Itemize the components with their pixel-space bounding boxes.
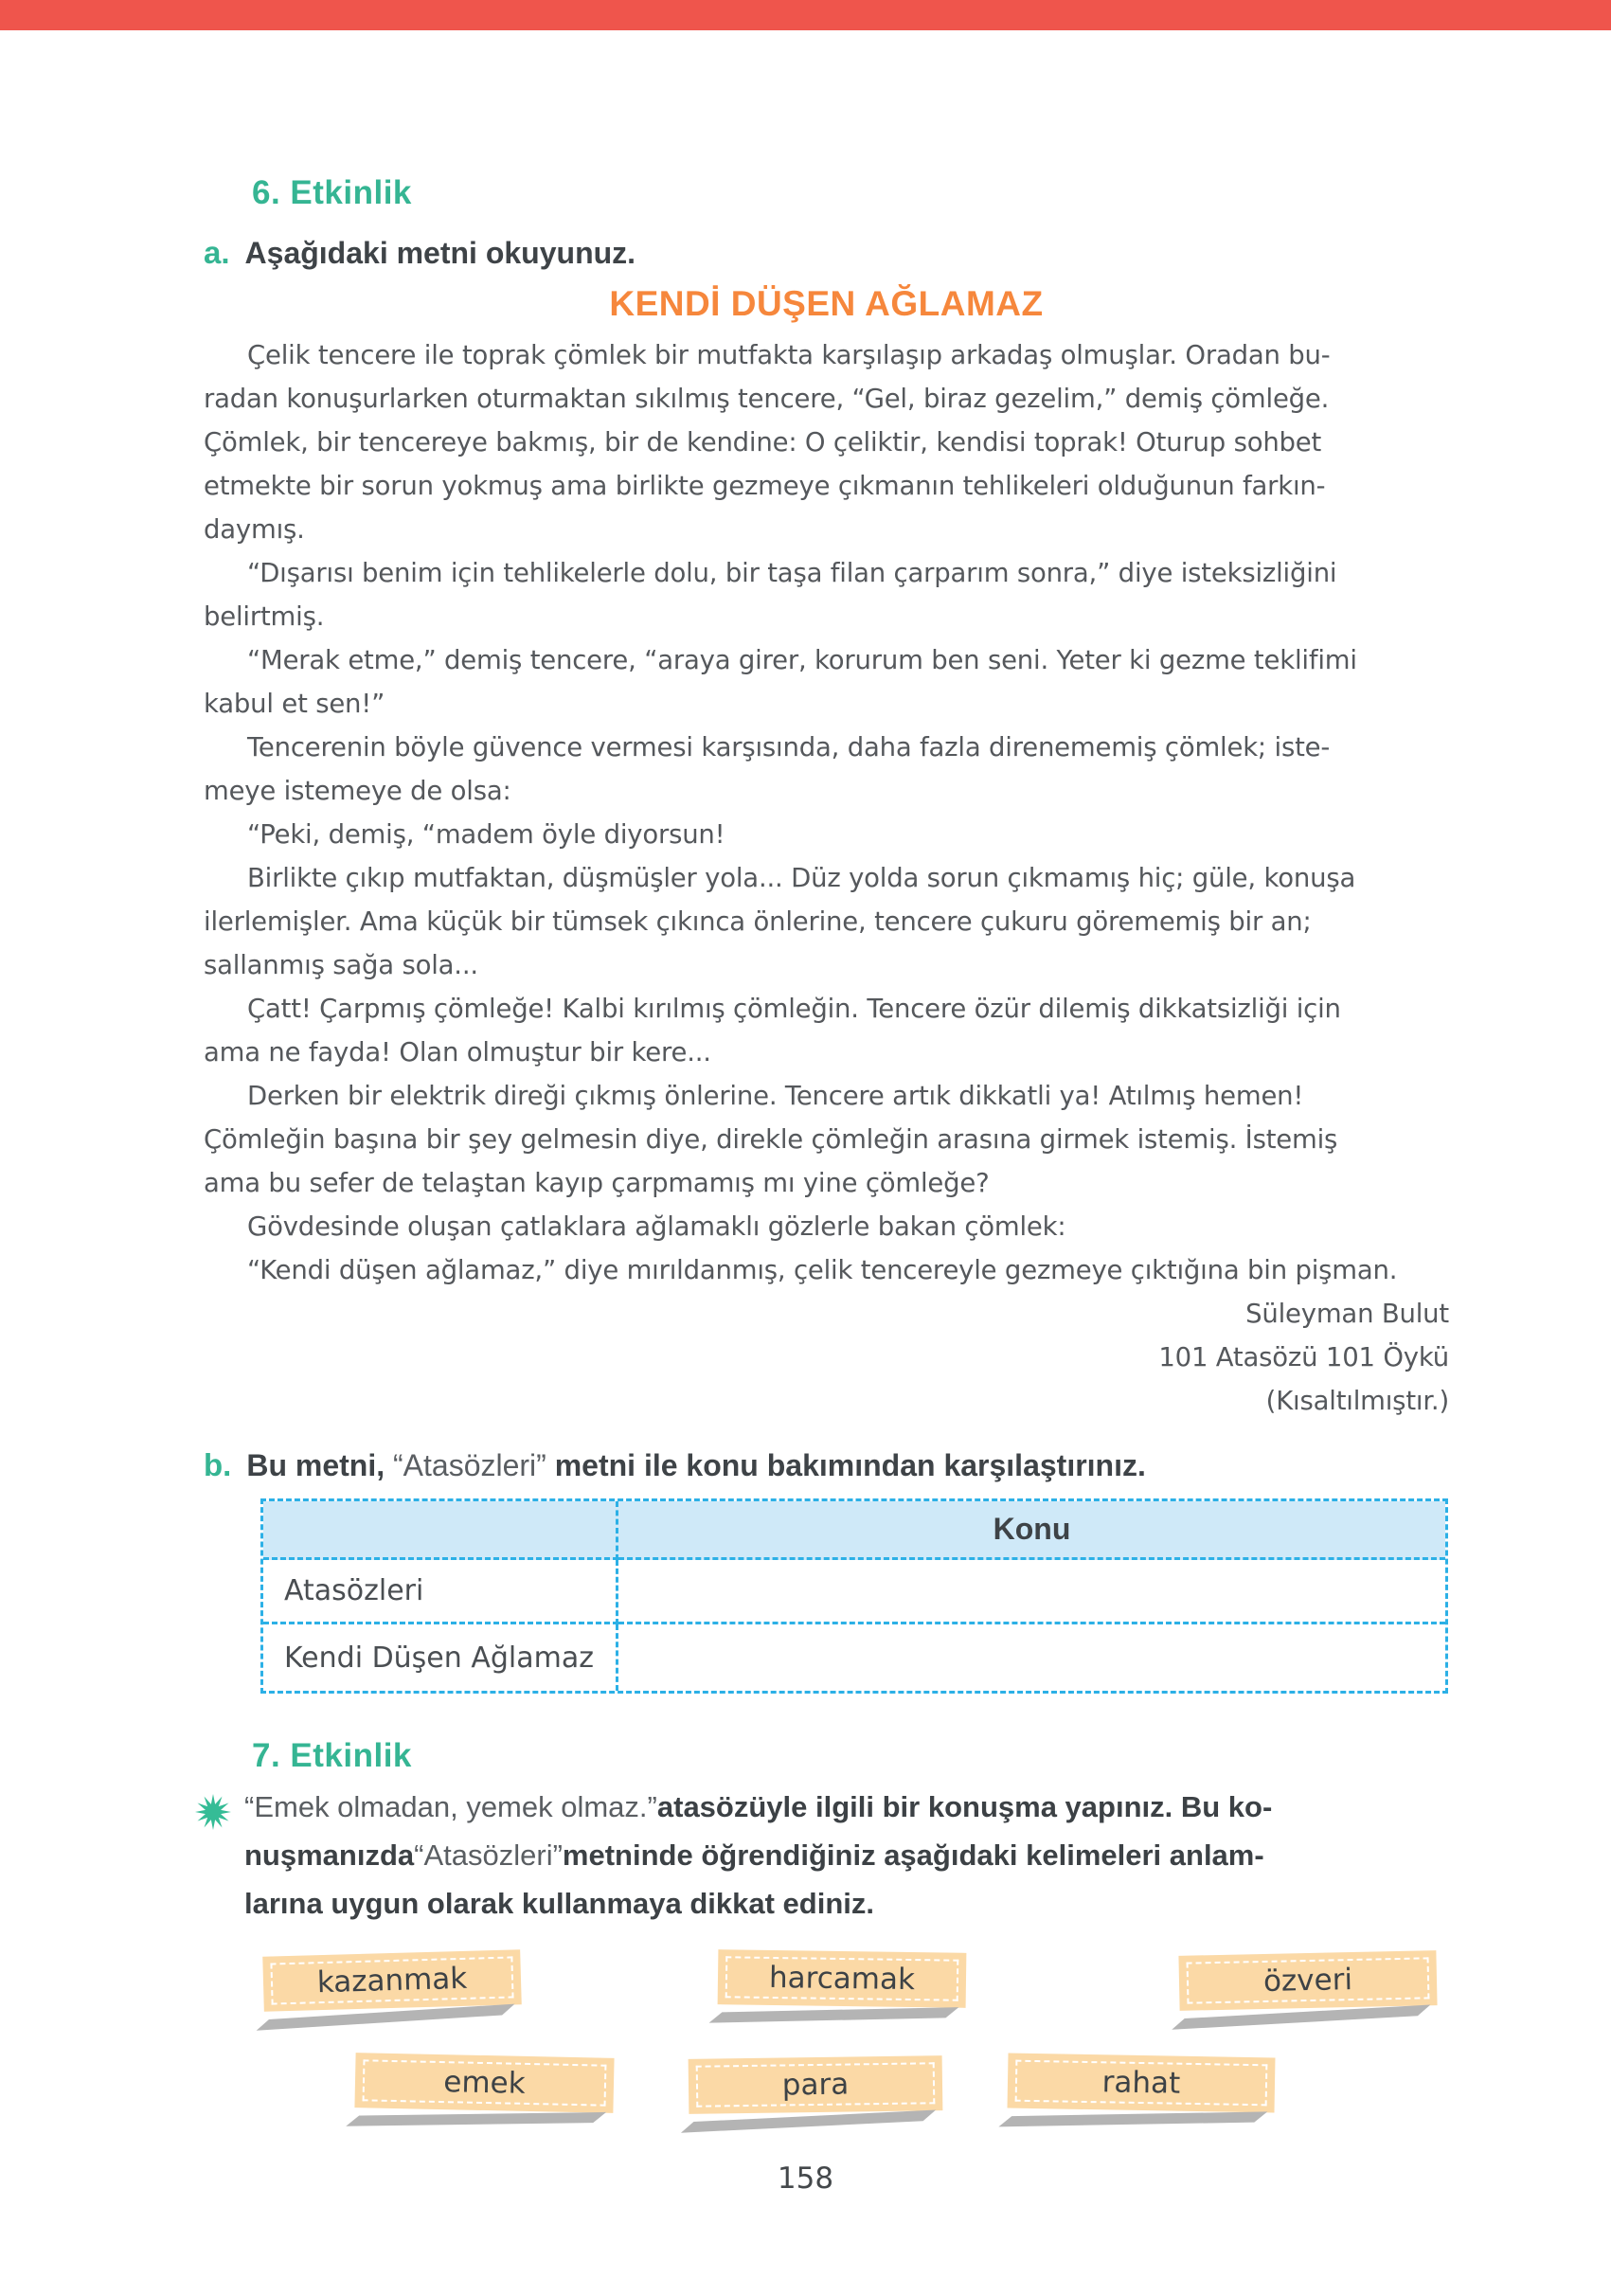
instruction-bold-1: atasözüyle ilgili bir konuşma yapınız. Bu ko- <box>656 1790 1273 1823</box>
item-a-instruction: Aşağıdaki metni okuyunuz. <box>244 236 636 270</box>
story-line: belirtmiş. <box>204 601 325 632</box>
table-header-empty-cell <box>263 1501 618 1560</box>
word-card-ozveri: özveri <box>1178 1950 1437 2011</box>
word-card-rahat: rahat <box>1008 2054 1276 2113</box>
item-a-letter: a. <box>204 235 230 270</box>
word-card-harcamak: harcamak <box>718 1949 967 2008</box>
story-line: meye istemeye de olsa: <box>204 776 511 806</box>
item-a-line <box>204 235 635 271</box>
story-line: “Kendi düşen ağlamaz,” diye mırıldanmış, çelik tencereyle gezmeye çıktığına bin pişman. <box>247 1255 1398 1285</box>
story-line: Birlikte çıkıp mutfaktan, düşmüşler yola... Düz yolda sorun çıkmamış hiç; güle, konuşa <box>247 863 1356 893</box>
story-line: Çelik tencere ile toprak çömlek bir mutfakta karşılaşıp arkadaş olmuşlar. Oradan bu- <box>247 340 1331 370</box>
starburst-bullet-icon <box>195 1794 231 1830</box>
story-line: ama bu sefer de telaştan kayıp çarpmamış mı yine çömleğe? <box>204 1168 990 1198</box>
story-line: “Merak etme,” demiş tencere, “araya girer, korurum ben seni. Yeter ki gezme teklifimi <box>247 645 1357 675</box>
story-line: Çatt! Çarpmış çömleğe! Kalbi kırılmış çömleğin. Tencere özür dilemiş dikkatsizliği için <box>247 994 1341 1024</box>
table-row-label-kendi-dusen: Kendi Düşen Ağlamaz <box>263 1624 618 1691</box>
activity-6-heading: 6. Etkinlik <box>252 174 412 211</box>
comparison-table <box>260 1498 1448 1694</box>
story-line: kabul et sen!” <box>204 689 385 719</box>
story-line: “Peki, demiş, “madem öyle diyorsun! <box>247 819 725 850</box>
activity-7-instruction-line-2 <box>244 1835 1457 1876</box>
table-answer-cell-kendi-dusen[interactable] <box>618 1624 1445 1691</box>
story-line: “Dışarısı benim için tehlikelerle dolu, bir taşa filan çarparım sonra,” diye isteksizliğini <box>247 558 1337 588</box>
story-line: Tencerenin böyle güvence vermesi karşısında, daha fazla direnememiş çömlek; iste- <box>247 732 1331 762</box>
story-source: 101 Atasözü 101 Öykü <box>1158 1342 1449 1372</box>
instruction-bold-4: larına uygun olarak kullanmaya dikkat ediniz. <box>244 1887 875 1920</box>
activity-7-instruction-line-3 <box>244 1883 1457 1925</box>
item-b-bold2: metni ile konu bakımından karşılaştırınız. <box>546 1448 1146 1482</box>
table-answer-cell-atasozleri[interactable] <box>618 1560 1445 1624</box>
word-card-emek: emek <box>354 2053 614 2113</box>
proverb-quote: “Emek olmadan, yemek olmaz.” <box>244 1790 657 1823</box>
top-color-bar <box>0 0 1611 30</box>
story-line: etmekte bir sorun yokmuş ama birlikte gezmeye çıkmanın tehlikeleri olduğunun farkın- <box>204 471 1326 501</box>
activity-7-instruction-line-1 <box>244 1786 1457 1828</box>
word-card-kazanmak: kazanmak <box>262 1949 522 2012</box>
item-b-bold1: Bu metni, <box>246 1448 393 1482</box>
text-title-quote: “Atasözleri” <box>414 1839 563 1872</box>
story-line: ama ne fayda! Olan olmuştur bir kere... <box>204 1037 711 1067</box>
page-number: 158 <box>777 2161 834 2196</box>
item-b-letter: b. <box>204 1447 232 1482</box>
story-line: Gövdesinde oluşan çatlaklara ağlamaklı gözlerle bakan çömlek: <box>247 1211 1066 1242</box>
story-line: ilerlemişler. Ama küçük bir tümsek çıkınca önlerine, tencere çukuru görememiş bir an; <box>204 906 1312 937</box>
item-b-quoted-title: “Atasözleri” <box>393 1448 546 1482</box>
instruction-bold-3: metninde öğrendiğiniz aşağıdaki kelimeleri anlam- <box>562 1839 1264 1872</box>
story-author: Süleyman Bulut <box>1245 1299 1449 1329</box>
story-line: Çömlek, bir tencereye bakmış, bir de kendine: O çeliktir, kendisi toprak! Oturup sohbet <box>204 427 1322 457</box>
story-line: sallanmış sağa sola... <box>204 950 478 980</box>
table-row-label-atasozleri: Atasözleri <box>263 1560 618 1624</box>
story-title: KENDİ DÜŞEN AĞLAMAZ <box>609 284 1044 323</box>
activity-7-heading: 7. Etkinlik <box>252 1737 412 1774</box>
story-abridged-note: (Kısaltılmıştır.) <box>1265 1386 1449 1416</box>
story-line: Çömleğin başına bir şey gelmesin diye, direkle çömleğin arasına girmek istemiş. İstemiş <box>204 1124 1338 1155</box>
table-header-label: Konu <box>993 1512 1071 1546</box>
story-line: daymış. <box>204 514 305 545</box>
item-b-instruction <box>246 1448 1146 1483</box>
instruction-bold-2: nuşmanızda <box>244 1839 415 1872</box>
story-text <box>204 333 1449 1423</box>
item-b-line <box>204 1447 1146 1483</box>
story-line: radan konuşurlarken oturmaktan sıkılmış tencere, “Gel, biraz gezelim,” demiş çömleğe. <box>204 384 1330 414</box>
word-card-para: para <box>689 2055 943 2114</box>
table-header-konu-cell <box>618 1501 1445 1560</box>
story-line: Derken bir elektrik direği çıkmış önlerine. Tencere artık dikkatli ya! Atılmış hemen! <box>247 1081 1304 1111</box>
